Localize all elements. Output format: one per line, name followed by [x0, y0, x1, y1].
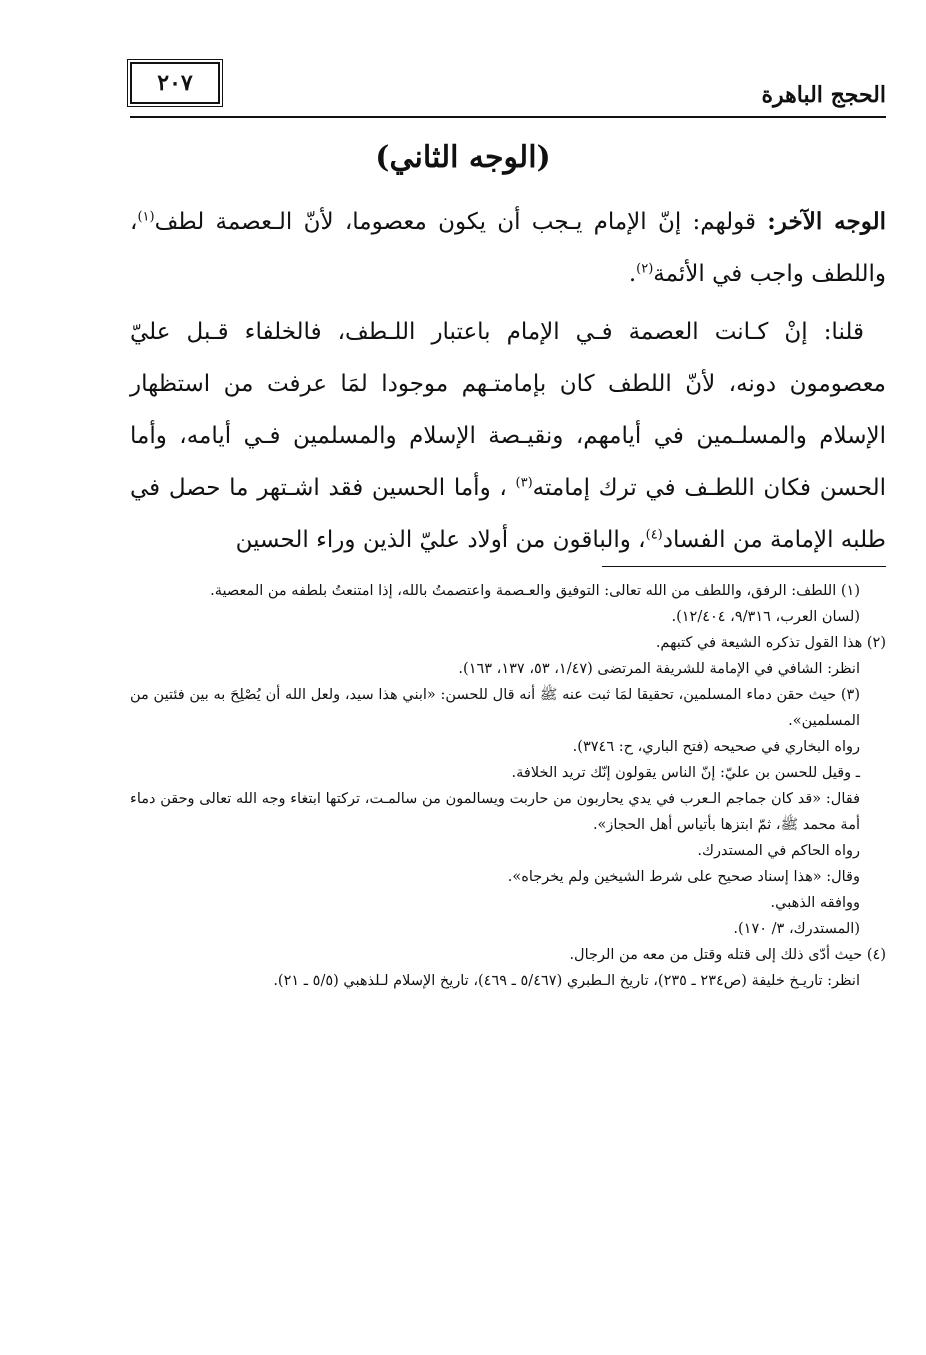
footnote-ref-1[interactable]: (١) — [137, 209, 155, 225]
paragraph-text: ، وأما الحسين فقد اشـتهر ما حصل في طلبه الإمامة من الفساد — [130, 475, 886, 553]
footnote-3-source: رواه الحاكم في المستدرك. — [697, 843, 860, 859]
footnote-4-source: انظر: تاريـخ خليفة (ص٢٣٤ ـ ٢٣٥)، تاريخ الـطبري (٥/٤٦٧ ـ ٤٦٩)، تاريخ الإسلام لـلذهبي (٥/٥ ـ ٢١). — [273, 973, 860, 989]
page-number-box — [130, 62, 220, 104]
paragraph-text: قلنا: إنْ كـانت العصمة فـي الإمام باعتبار اللـطف، فالخلفاء قـبل عليّ معصومون دونه، لأنّ اللطف كان بإمامتـهم موجودا لمَا عرفت من استظهار الإسلام والمسلـمين في أيامهم، ونقيـصة الإسلام والمسلمين فـي أيامه، وأما الحسن فكان اللطـف في ترك إمامته — [130, 319, 886, 501]
footnote-3-text: ـ وقيل للحسن بن عليّ: إنّ الناس يقولون إنّك تريد الخلافة. — [511, 765, 860, 781]
section-title: (الوجه الثاني) — [375, 140, 551, 175]
footnotes — [130, 578, 886, 994]
footnote-3-source: رواه البخاري في صحيحه (فتح الباري، ح: ٣٧٤٦). — [572, 739, 860, 755]
footnote-3-source: (المستدرك، ٣/ ١٧٠). — [733, 921, 860, 937]
footnote-3-quote: فقال: «قد كان جماجم الـعرب في يدي يحاربون من حاربت ويسالمون من سالمـت، تركتها ابتغاء وجه الله تعالى وحقن دماء أمة محمد ﷺ، ثمّ ابتزها بأتياس أهل الحجاز». — [130, 791, 860, 833]
footnote-1: (١) اللطف: الرفق، واللطف من الله تعالى: التوفيق والعـصمة واعتصمتُ بالله، إذا امتنعتُ بلطفه من المعصية. — [210, 583, 860, 599]
footnote-ref-4[interactable]: (٤) — [645, 527, 663, 543]
footnote-ref-2[interactable]: (٢) — [636, 261, 654, 277]
paragraph-text: قولهم: إنّ الإمام يـجب أن يكون معصوما، لأنّ الـعصمة لطف — [154, 209, 768, 235]
paragraph-text: ، واللطف واجب في الأئمة — [130, 209, 886, 287]
footnote-3-text: ووافقه الذهبي. — [770, 895, 860, 911]
footnote-2: (٢) هذا القول تذكره الشيعة في كتبهم. — [655, 635, 886, 651]
paragraph-text: ، والباقون من أولاد عليّ الذين وراء الحسين — [235, 527, 646, 553]
footnote-rule — [602, 566, 886, 567]
page-number: ٢٠٧ — [157, 70, 193, 96]
paragraph-lead: الوجه الآخر: — [767, 208, 886, 235]
running-title: الحجج الباهرة — [761, 82, 886, 108]
paragraph-1 — [130, 196, 886, 300]
body-text — [130, 196, 886, 566]
header-rule — [130, 116, 886, 118]
footnote-ref-3[interactable]: (٣) — [515, 475, 533, 491]
paragraph-text: . — [628, 261, 637, 287]
footnote-2-source: انظر: الشافي في الإمامة للشريفة المرتضى (١/٤٧، ٥٣، ١٣٧، ١٦٣). — [458, 661, 860, 677]
footnote-3: (٣) حيث حقن دماء المسلمين، تحقيقا لمَا ثبت عنه ﷺ أنه قال للحسن: «ابني هذا سيد، ولعل الله أن يُصْلِحَ به بين فئتين من المسلمين». — [130, 687, 860, 729]
footnote-1-source: (لسان العرب، ٩/٣١٦، ١٢/٤٠٤). — [671, 609, 860, 625]
footnote-3-text: وقال: «هذا إسناد صحيح على شرط الشيخين ولم يخرجاه». — [507, 869, 860, 885]
footnote-4: (٤) حيث أدّى ذلك إلى قتله وقتل من معه من الرجال. — [569, 947, 886, 963]
paragraph-2 — [130, 306, 886, 566]
